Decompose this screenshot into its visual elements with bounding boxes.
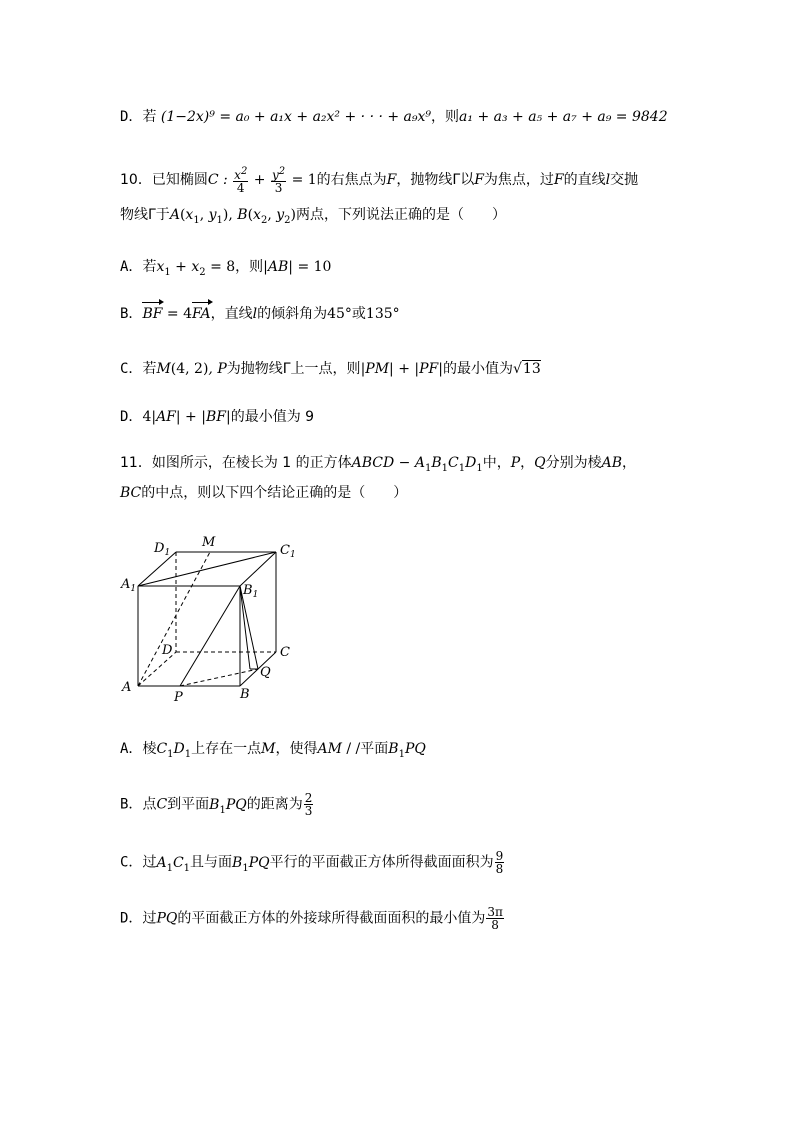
angle-45: 45° xyxy=(327,306,352,322)
text: 物线Γ于 xyxy=(120,207,170,223)
question-10-line2 xyxy=(120,204,506,232)
label-P: P xyxy=(174,690,183,705)
math: |PM| + |PF| xyxy=(360,361,443,377)
text: 过 xyxy=(142,854,157,871)
cube-name: ABCD − $A_1B_1C_1D_1$ xyxy=(351,455,483,474)
option-label: C． xyxy=(120,361,143,377)
question-11-option-d xyxy=(120,906,505,931)
math: AM / / xyxy=(317,741,361,757)
cube-figure xyxy=(118,530,308,710)
question-10-option-c xyxy=(120,358,541,380)
question-10-option-d xyxy=(120,406,314,428)
option-label: A． xyxy=(120,259,143,275)
text: 的距离为 xyxy=(246,796,303,813)
plane-B1PQ: $B_1PQ$ xyxy=(209,796,247,816)
label-D: D xyxy=(162,643,173,658)
label-C1: $C_1$ xyxy=(280,543,296,560)
label-C: C xyxy=(280,645,290,660)
math-AB: AB xyxy=(601,455,623,471)
text: 且与面 xyxy=(190,854,233,871)
math: $C_1D_1$ xyxy=(156,741,192,760)
option-label: D． xyxy=(120,109,143,125)
text: ，则 xyxy=(235,259,264,275)
vector-equation: BF = 4FA xyxy=(142,306,210,322)
math-l: l xyxy=(605,172,611,188)
math-l: l xyxy=(252,306,258,322)
fraction-3pi-8: $\frac{3\pi}{8}$ xyxy=(487,905,503,932)
text: 的平面截正方体的外接球所得截面面积的最小值为 xyxy=(177,910,486,927)
points-AB: $A(x_1$, $y_1$), $B(x_2$, $y_2$) xyxy=(169,207,296,226)
math-F: F xyxy=(553,172,564,188)
math-BC: BC xyxy=(120,485,142,501)
text: ，则 xyxy=(431,109,460,125)
option-label: A． xyxy=(120,741,143,757)
label-A: A xyxy=(122,680,132,695)
text: 或 xyxy=(351,306,366,322)
option-label: D． xyxy=(120,910,143,927)
fraction-9-8: $\frac{9}{8}$ xyxy=(495,849,504,876)
option-label: B． xyxy=(120,306,143,322)
text: ，抛物线Γ以 xyxy=(396,172,475,188)
text: ， xyxy=(622,455,637,471)
ellipse-equation: C : $\frac{x^2}{4}$ + $\frac{y^2}{3}$ = 1 xyxy=(207,166,317,195)
text: 的右焦点为 xyxy=(316,172,387,188)
math-Q: Q xyxy=(534,455,546,471)
text: 平面 xyxy=(360,741,389,757)
text: 的最小值为 9 xyxy=(230,409,315,425)
binomial-expression: (1−2x)⁹ = a₀ + a₁x + a₂x² + · · · + a₉x⁹ xyxy=(160,109,432,125)
question-10-option-b xyxy=(120,303,400,325)
math-F: F xyxy=(386,172,397,188)
question-11-line1 xyxy=(120,452,636,480)
math: |AB| = 10 xyxy=(263,259,332,275)
text: 如图所示，在棱长为 1 的正方体 xyxy=(151,455,352,471)
label-B: B xyxy=(240,687,250,702)
text: 中， xyxy=(482,455,511,471)
question-10-line1 xyxy=(120,166,638,194)
option-9d xyxy=(120,106,668,128)
text: ，直线 xyxy=(210,306,253,322)
point-M: M(4, 2), P xyxy=(156,361,227,377)
text: 的最小值为 xyxy=(442,361,513,377)
text: 的倾斜角为 xyxy=(257,306,328,322)
text: 的中点，则以下四个结论正确的是（ ） xyxy=(141,485,408,501)
text: 为焦点，过 xyxy=(483,172,554,188)
text: 已知椭圆 xyxy=(151,172,208,188)
option-label: D． xyxy=(120,409,143,425)
math-PQ: PQ xyxy=(156,910,178,927)
math-P: P xyxy=(510,455,521,471)
label-D1: $D_1$ xyxy=(154,541,171,558)
text: 到平面 xyxy=(167,796,210,813)
question-number: 10． xyxy=(120,172,152,188)
text: 分别为棱 xyxy=(545,455,602,471)
math: $x_1 + x_2 = 8$ xyxy=(156,259,236,278)
question-11-line2 xyxy=(120,482,407,504)
fraction-2-3: $\frac{2}{3}$ xyxy=(304,791,313,818)
question-10-option-a xyxy=(120,256,331,284)
sqrt-13: √13 xyxy=(512,361,541,377)
text: ，使得 xyxy=(275,741,318,757)
text: 若 xyxy=(142,361,157,377)
plane-B1PQ: $B_1PQ$ xyxy=(388,741,426,760)
option-label: B． xyxy=(120,796,143,813)
question-11-option-b xyxy=(120,792,314,821)
question-11-option-c xyxy=(120,850,505,879)
text: 平行的平面截正方体所得截面面积为 xyxy=(269,854,494,871)
text: 为抛物线Γ上一点，则 xyxy=(226,361,361,377)
text: 若 xyxy=(142,109,157,125)
math: $A_1C_1$ xyxy=(156,854,191,874)
text: 过 xyxy=(142,910,157,927)
angle-135: 135° xyxy=(365,306,400,322)
text: 点 xyxy=(142,796,157,813)
math: 4|AF| + |BF| xyxy=(142,409,231,425)
text: 的直线 xyxy=(563,172,606,188)
sum-expression: a₁ + a₃ + a₅ + a₇ + a₉ = 9842 xyxy=(459,109,668,125)
text: 若 xyxy=(142,259,157,275)
text: 上存在一点 xyxy=(191,741,262,757)
math-M: M xyxy=(261,741,276,757)
text: 两点，下列说法正确的是（ ） xyxy=(295,207,506,223)
label-M: M xyxy=(202,535,216,550)
label-A1: $A_1$ xyxy=(121,577,137,594)
option-label: C． xyxy=(120,854,143,871)
label-Q: Q xyxy=(260,665,271,680)
question-11-option-a xyxy=(120,738,426,766)
text: 棱 xyxy=(142,741,157,757)
math-C: C xyxy=(156,796,168,813)
label-B1: $B_1$ xyxy=(243,583,259,600)
question-number: 11． xyxy=(120,455,152,471)
text: 交抛 xyxy=(610,172,639,188)
text: ， xyxy=(520,455,535,471)
plane-B1PQ: $B_1PQ$ xyxy=(232,854,270,874)
math-F: F xyxy=(474,172,484,188)
